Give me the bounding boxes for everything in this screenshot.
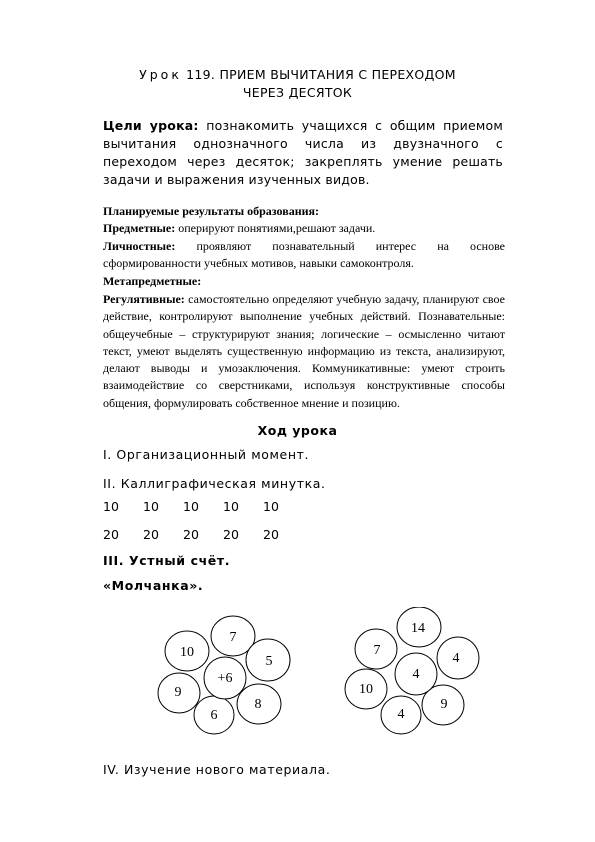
petal-label: 9 bbox=[174, 685, 182, 701]
calligraphy-row-2 bbox=[103, 527, 303, 542]
game-title: «Молчанка». bbox=[103, 578, 204, 593]
petal-label: 14 bbox=[411, 621, 425, 637]
lesson-title-line1: 119. ПРИЕМ ВЫЧИТАНИЯ С ПЕРЕХОДОМ bbox=[186, 67, 456, 82]
section-calligraphy: II. Каллиграфическая минутка. bbox=[103, 476, 326, 491]
lesson-title bbox=[90, 66, 505, 83]
subject-text: оперируют понятиями,решают задачи. bbox=[178, 221, 376, 235]
cognitive-text: общеучебные – структурируют знания; логические – осмысленно читают текст, умеют выделять существенную информацию из текста, анализируют, делают выводы и умозаключения. bbox=[103, 326, 505, 376]
goals-label: Цели урока: bbox=[103, 118, 199, 133]
calligraphy-number: 20 bbox=[223, 527, 239, 542]
calligraphy-number: 10 bbox=[103, 499, 119, 514]
lesson-goals bbox=[103, 117, 503, 189]
petal-label: 4 bbox=[452, 651, 460, 667]
flower-diagram-2 bbox=[338, 607, 488, 737]
communicative-label: Коммуникативные: bbox=[311, 361, 411, 376]
petal-label: 10 bbox=[359, 682, 373, 698]
petal-label: 9 bbox=[440, 697, 448, 713]
calligraphy-number: 10 bbox=[183, 499, 199, 514]
results-subject bbox=[103, 220, 505, 237]
flower-center-label: 4 bbox=[412, 667, 420, 683]
petal-label: 5 bbox=[265, 654, 273, 670]
calligraphy-number: 20 bbox=[143, 527, 159, 542]
flower-diagram-1 bbox=[150, 610, 300, 735]
results-personal bbox=[103, 238, 505, 273]
petal-label: 10 bbox=[180, 645, 194, 661]
section-organizational: I. Организационный момент. bbox=[103, 447, 310, 462]
flower-center-label: +6 bbox=[217, 671, 233, 687]
course-heading: Ход урока bbox=[257, 423, 338, 438]
calligraphy-number: 10 bbox=[143, 499, 159, 514]
calligraphy-number: 20 bbox=[103, 527, 119, 542]
results-heading-text: Планируемые результаты образования: bbox=[103, 204, 320, 218]
petal-label: 7 bbox=[229, 630, 237, 646]
subject-label: Предметные: bbox=[103, 221, 176, 235]
lesson-title-line2: ЧЕРЕЗ ДЕСЯТОК bbox=[242, 85, 353, 100]
section-mental-math: III. Устный счёт. bbox=[103, 553, 231, 568]
lesson-label: Урок bbox=[139, 67, 182, 82]
personal-text: проявляют познавательный интерес на основе сформированности учебных мотивов, навыки самоконтроля. bbox=[103, 239, 505, 271]
meta-heading: Метапредметные: bbox=[103, 274, 202, 288]
regulatory-label: Регулятивные: bbox=[103, 292, 185, 306]
communicative-text: умеют строить взаимодействие со сверстниками, используя конструктивные способы общения, формулировать собственное мнение и позицию. bbox=[103, 361, 506, 410]
section-new-material: IV. Изучение нового материала. bbox=[103, 762, 331, 777]
cognitive-label: Познавательные: bbox=[418, 309, 505, 324]
calligraphy-number: 10 bbox=[263, 499, 279, 514]
petal-label: 7 bbox=[373, 643, 381, 659]
petal-label: 8 bbox=[254, 697, 262, 713]
calligraphy-number: 20 bbox=[183, 527, 199, 542]
petal-label: 6 bbox=[210, 708, 218, 724]
results-meta bbox=[103, 291, 505, 412]
petal-label: 4 bbox=[397, 707, 405, 723]
results-heading bbox=[103, 203, 505, 220]
results-meta-heading bbox=[103, 273, 505, 290]
calligraphy-row-1 bbox=[103, 499, 303, 514]
personal-label: Личностные: bbox=[103, 239, 176, 253]
calligraphy-number: 10 bbox=[223, 499, 239, 514]
goals-text: познакомить учащихся с общим приемом вычитания однозначного числа из двузначного с переходом через десяток; закреплять умение решать задачи и выражения изученных видов. bbox=[103, 118, 503, 187]
calligraphy-number: 20 bbox=[263, 527, 279, 542]
regulatory-text: самостоятельно определяют учебную задачу, планируют свое действие, контролируют выполнение учебных действий. bbox=[103, 292, 505, 324]
